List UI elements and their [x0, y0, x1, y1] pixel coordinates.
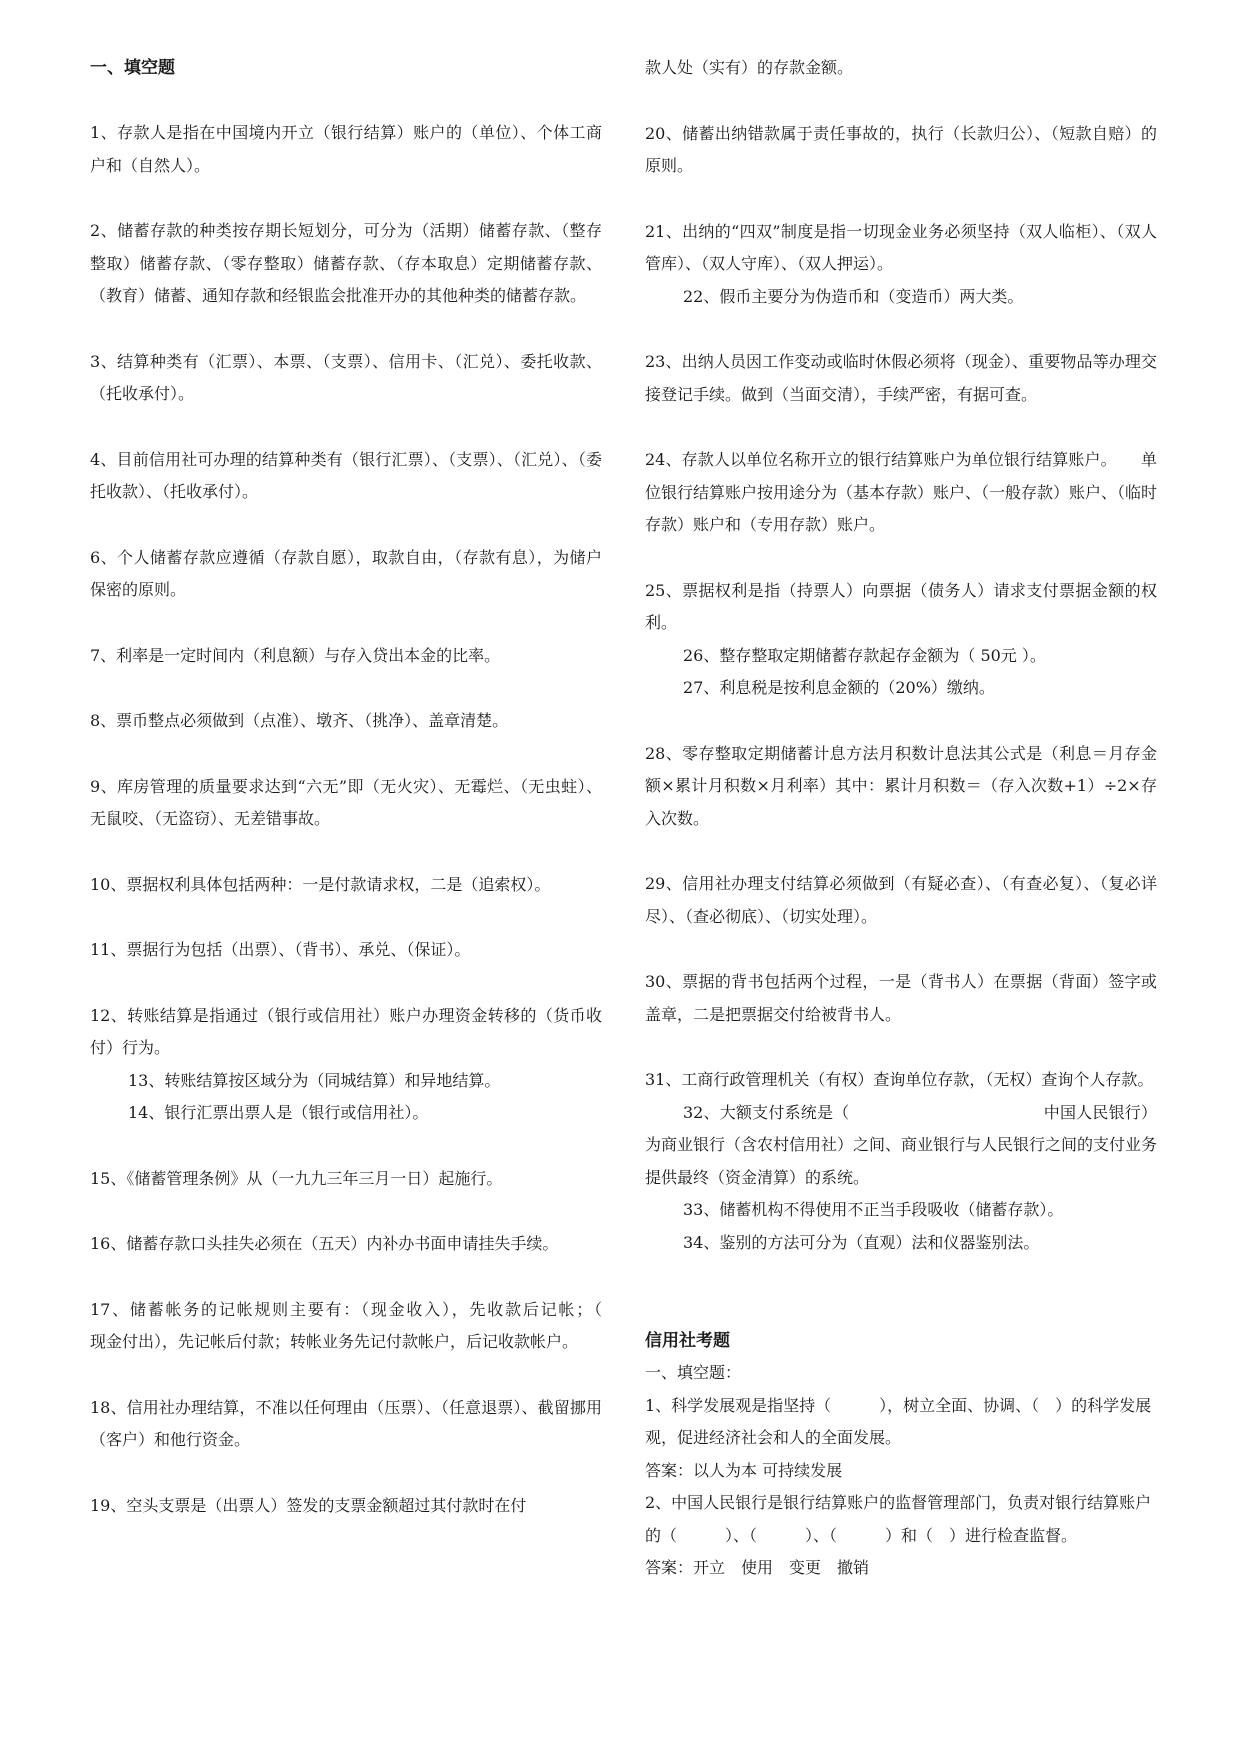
- question-23: 23、出纳人员因工作变动或临时休假必须将（现金）、重要物品等办理交接登记手续。做到（当面交清），手续严密，有据可查。: [645, 352, 1157, 404]
- question-29: 29、信用社办理支付结算必须做到（有疑必查）、（有查必复）、（复必详尽）、（查必彻底）、（切实处理）。: [645, 874, 1157, 926]
- question-33: 33、储蓄机构不得使用不正当手段吸收（储蓄存款）。: [683, 1200, 1064, 1219]
- question-13: 13、转账结算按区域分为（同城结算）和异地结算。: [128, 1070, 501, 1090]
- question-30: 30、票据的背书包括两个过程，一是（背书人）在票据（背面）签字或盖章，二是把票据交付给被背书人。: [645, 972, 1157, 1024]
- question-6: 6、个人储蓄存款应遵循（存款自愿），取款自由，（存款有息），为储户保密的原则。: [90, 547, 602, 599]
- question-32: 32、大额支付系统是（ 中国人民银行）为商业银行（含农村信用社）之间、商业银行与人民银行之间的支付业务提供最终（资金清算）的系统。: [645, 1102, 1158, 1187]
- section-title: 一、填空题: [90, 58, 175, 78]
- question-2: 2、储蓄存款的种类按存期长短划分，可分为（活期）储蓄存款、（整存整取）储蓄存款、（零存整取）储蓄存款、（存本取息）定期储蓄存款、（教育）储蓄、通知存款和经银监会批准开办的其他种类的储蓄存款。: [90, 221, 602, 305]
- question-34: 34、鉴别的方法可分为（直观）法和仪器鉴别法。: [683, 1232, 1040, 1252]
- section2-title: 信用社考题: [645, 1331, 730, 1351]
- right-column: [645, 48, 1157, 1585]
- question-26: 26、整存整取定期储蓄存款起存金额为（ 50元 ）。: [683, 645, 1046, 665]
- question-24: 24、存款人以单位名称开立的银行结算账户为单位银行结算账户。 单位银行结算账户按用途分为（基本存款）账户、（一般存款）账户、（临时存款）账户和（专用存款）账户。: [645, 450, 1158, 534]
- section2-subtitle: 一、填空题：: [645, 1363, 742, 1382]
- exam-answer-2: 答案：开立 使用 变更 撤销: [645, 1558, 870, 1577]
- question-8: 8、票币整点必须做到（点准）、墩齐、（挑净）、盖章清楚。: [90, 711, 509, 730]
- question-11: 11、票据行为包括（出票）、（背书）、承兑、（保证）。: [90, 940, 471, 959]
- question-15: 15、《储蓄管理条例》从（一九九三年三月一日）起施行。: [90, 1168, 503, 1188]
- question-18: 18、信用社办理结算，不准以任何理由（压票）、（任意退票）、截留挪用（客户）和他行资金。: [90, 1397, 602, 1449]
- question-28: 28、零存整取定期储蓄计息方法月积数计息法其公式是（利息＝月存金额×累计月积数×月利率）其中：累计月积数＝（存入次数+1）÷2×存入次数。: [645, 743, 1157, 828]
- question-9: 9、库房管理的质量要求达到“六无”即（无火灾）、无霉烂、（无虫蛀）、无鼠咬、（无盗窃）、无差错事故。: [90, 776, 602, 828]
- question-14: 14、银行汇票出票人是（银行或信用社）。: [128, 1103, 429, 1122]
- exam-question-2: 2、中国人民银行是银行结算账户的监督管理部门，负责对银行结算账户的（ ）、（ ）、（ ）和（ ）进行检查监督。: [645, 1493, 1152, 1545]
- question-1: 1、存款人是指在中国境内开立（银行结算）账户的（单位）、个体工商户和（自然人）。: [90, 123, 602, 175]
- question-17: 17、储蓄帐务的记帐规则主要有：（现金收入），先收款后记帐；（ 现金付出），先记帐后付款；转帐业务先记付款帐户，后记收款帐户。: [90, 1299, 923, 1351]
- question-12: 12、转账结算是指通过（银行或信用社）账户办理资金转移的（货币收付）行为。: [90, 1005, 602, 1057]
- question-20: 20、储蓄出纳错款属于责任事故的，执行（长款归公）、（短款自赔）的原则。: [645, 123, 1157, 175]
- question-19: 19、空头支票是（出票人）签发的支票金额超过其付款时在付: [90, 1495, 527, 1515]
- question-21: 21、出纳的“四双”制度是指一切现金业务必须坚持（双人临柜）、（双人管库）、（双人守库）、（双人押运）。: [645, 221, 1157, 273]
- question-31: 31、工商行政管理机关（有权）查询单位存款，（无权）查询个人存款。: [645, 1070, 1154, 1089]
- question-3: 3、结算种类有（汇票）、本票、（支票）、信用卡、（汇兑）、委托收款、（托收承付）。: [90, 351, 602, 403]
- question-25: 25、票据权利是指（持票人）向票据（债务人）请求支付票据金额的权利。: [645, 580, 1157, 632]
- question-10: 10、票据权利具体包括两种：一是付款请求权，二是（追索权）。: [90, 874, 551, 894]
- question-27: 27、利息税是按利息金额的（20%）缴纳。: [683, 678, 995, 697]
- exam-question-1: 1、科学发展观是指坚持（ ），树立全面、协调、（ ）的科学发展观，促进经济社会和人的全面发展。: [645, 1395, 1152, 1447]
- question-22: 22、假币主要分为伪造币和（变造币）两大类。: [683, 286, 1024, 306]
- question-16: 16、储蓄存款口头挂失必须在（五天）内补办书面申请挂失手续。: [90, 1234, 559, 1253]
- exam-answer-1: 答案：以人为本 可持续发展: [645, 1460, 843, 1480]
- question-19-continued: 款人处（实有）的存款金额。: [645, 58, 854, 77]
- question-4: 4、目前信用社可办理的结算种类有（银行汇票）、（支票）、（汇兑）、（委托收款）、（托收承付）。: [90, 449, 602, 501]
- question-7: 7、利率是一定时间内（利息额）与存入贷出本金的比率。: [90, 645, 501, 665]
